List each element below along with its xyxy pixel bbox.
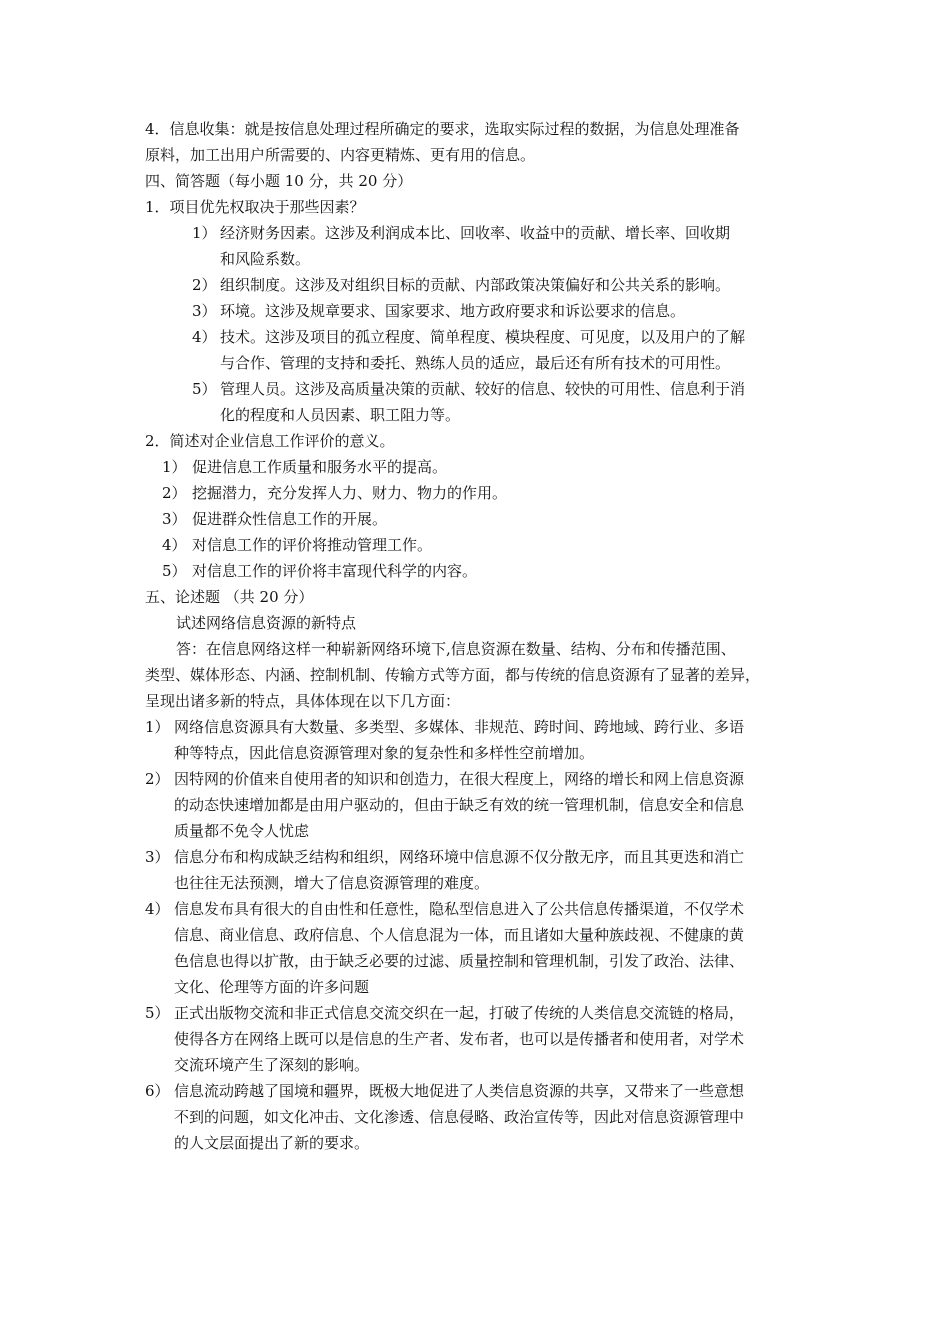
q2-item-number: 5） [162,562,187,580]
section-heading-5: 五、论述题 （共 20 分） [145,588,314,606]
point-number: 2） [145,770,170,788]
answer-line: 答：在信息网络这样一种崭新网络环境下,信息资源在数量、结构、分布和传播范围、 [176,640,736,658]
point-text: 也往往无法预测，增大了信息资源管理的难度。 [174,874,490,892]
point-text: 网络信息资源具有大数量、多类型、多媒体、非规范、跨时间、跨地域、跨行业、多语 [174,718,745,736]
paragraph-item4-line1: 4．信息收集：就是按信息处理过程所确定的要求，选取实际过程的数据，为信息处理准备 [145,120,740,138]
point-number: 5） [145,1004,170,1022]
point-text: 质量都不免令人忧虑 [174,822,310,840]
point-text: 正式出版物交流和非正式信息交流交织在一起，打破了传统的人类信息交流链的格局， [174,1004,745,1022]
q1-item-text: 化的程度和人员因素、职工阻力等。 [220,406,461,424]
answer-line: 呈现出诸多新的特点，具体体现在以下几方面： [145,692,461,710]
section-heading-4: 四、简答题（每小题 10 分，共 20 分） [145,172,413,190]
q2-item-text: 促进群众性信息工作的开展。 [192,510,388,528]
point-text: 信息流动跨越了国境和疆界，既极大地促进了人类信息资源的共享，又带来了一些意想 [174,1082,745,1100]
point-number: 6） [145,1082,170,1100]
q1-item-number: 4） [192,328,217,346]
q2-item-number: 1） [162,458,187,476]
q1-item-number: 3） [192,302,217,320]
q2-item-text: 对信息工作的评价将丰富现代科学的内容。 [192,562,478,580]
answer-line: 类型、媒体形态、内涵、控制机制、传输方式等方面，都与传统的信息资源有了显著的差异， [145,666,761,684]
point-text: 使得各方在网络上既可以是信息的生产者、发布者，也可以是传播者和使用者，对学术 [174,1030,745,1048]
point-text: 种等特点，因此信息资源管理对象的复杂性和多样性空前增加。 [174,744,595,762]
q1-item-text: 和风险系数。 [220,250,311,268]
point-text: 信息分布和构成缺乏结构和组织，网络环境中信息源不仅分散无序，而且其更迭和消亡 [174,848,745,866]
point-text: 文化、伦理等方面的许多问题 [174,978,370,996]
point-number: 4） [145,900,170,918]
q1-item-text: 环境。这涉及规章要求、国家要求、地方政府要求和诉讼要求的信息。 [220,302,686,320]
point-number: 1） [145,718,170,736]
q1-item-text: 技术。这涉及项目的孤立程度、简单程度、模块程度、可见度，以及用户的了解 [220,328,746,346]
q2-item-text: 促进信息工作质量和服务水平的提高。 [192,458,448,476]
q2-item-number: 2） [162,484,187,502]
q1-item-text: 组织制度。这涉及对组织目标的贡献、内部政策决策偏好和公共关系的影响。 [220,276,731,294]
q2-item-text: 挖掘潜力，充分发挥人力、财力、物力的作用。 [192,484,508,502]
q1-item-text: 经济财务因素。这涉及利润成本比、回收率、收益中的贡献、增长率、回收期 [220,224,731,242]
q1-item-text: 管理人员。这涉及高质量决策的贡献、较好的信息、较快的可用性、信息利于消 [220,380,746,398]
q2-item-text: 对信息工作的评价将推动管理工作。 [192,536,433,554]
point-text: 因特网的价值来自使用者的知识和创造力，在很大程度上，网络的增长和网上信息资源 [174,770,745,788]
q1-item-number: 5） [192,380,217,398]
point-text: 信息发布具有很大的自由性和任意性，隐私型信息进入了公共信息传播渠道，不仅学术 [174,900,745,918]
q2-item-number: 3） [162,510,187,528]
point-text: 不到的问题，如文化冲击、文化渗透、信息侵略、政治宣传等，因此对信息资源管理中 [174,1108,745,1126]
point-text: 信息、商业信息、政府信息、个人信息混为一体，而且诸如大量种族歧视、不健康的黄 [174,926,745,944]
paragraph-item4-line2: 原料，加工出用户所需要的、内容更精炼、更有用的信息。 [145,146,536,164]
q2-item-number: 4） [162,536,187,554]
q1-item-number: 1） [192,224,217,242]
point-text: 色信息也得以扩散，由于缺乏必要的过滤、质量控制和管理机制，引发了政治、法律、 [174,952,745,970]
point-text: 的人文层面提出了新的要求。 [174,1134,370,1152]
point-text: 的动态快速增加都是由用户驱动的，但由于缺乏有效的统一管理机制，信息安全和信息 [174,796,745,814]
point-text: 交流环境产生了深刻的影响。 [174,1056,370,1074]
q1-item-number: 2） [192,276,217,294]
question-1-title: 1．项目优先权取决于那些因素？ [145,198,365,216]
essay-question: 试述网络信息资源的新特点 [176,614,357,632]
point-number: 3） [145,848,170,866]
q1-item-text: 与合作、管理的支持和委托、熟练人员的适应，最后还有所有技术的可用性。 [220,354,731,372]
question-2-title: 2．简述对企业信息工作评价的意义。 [145,432,395,450]
